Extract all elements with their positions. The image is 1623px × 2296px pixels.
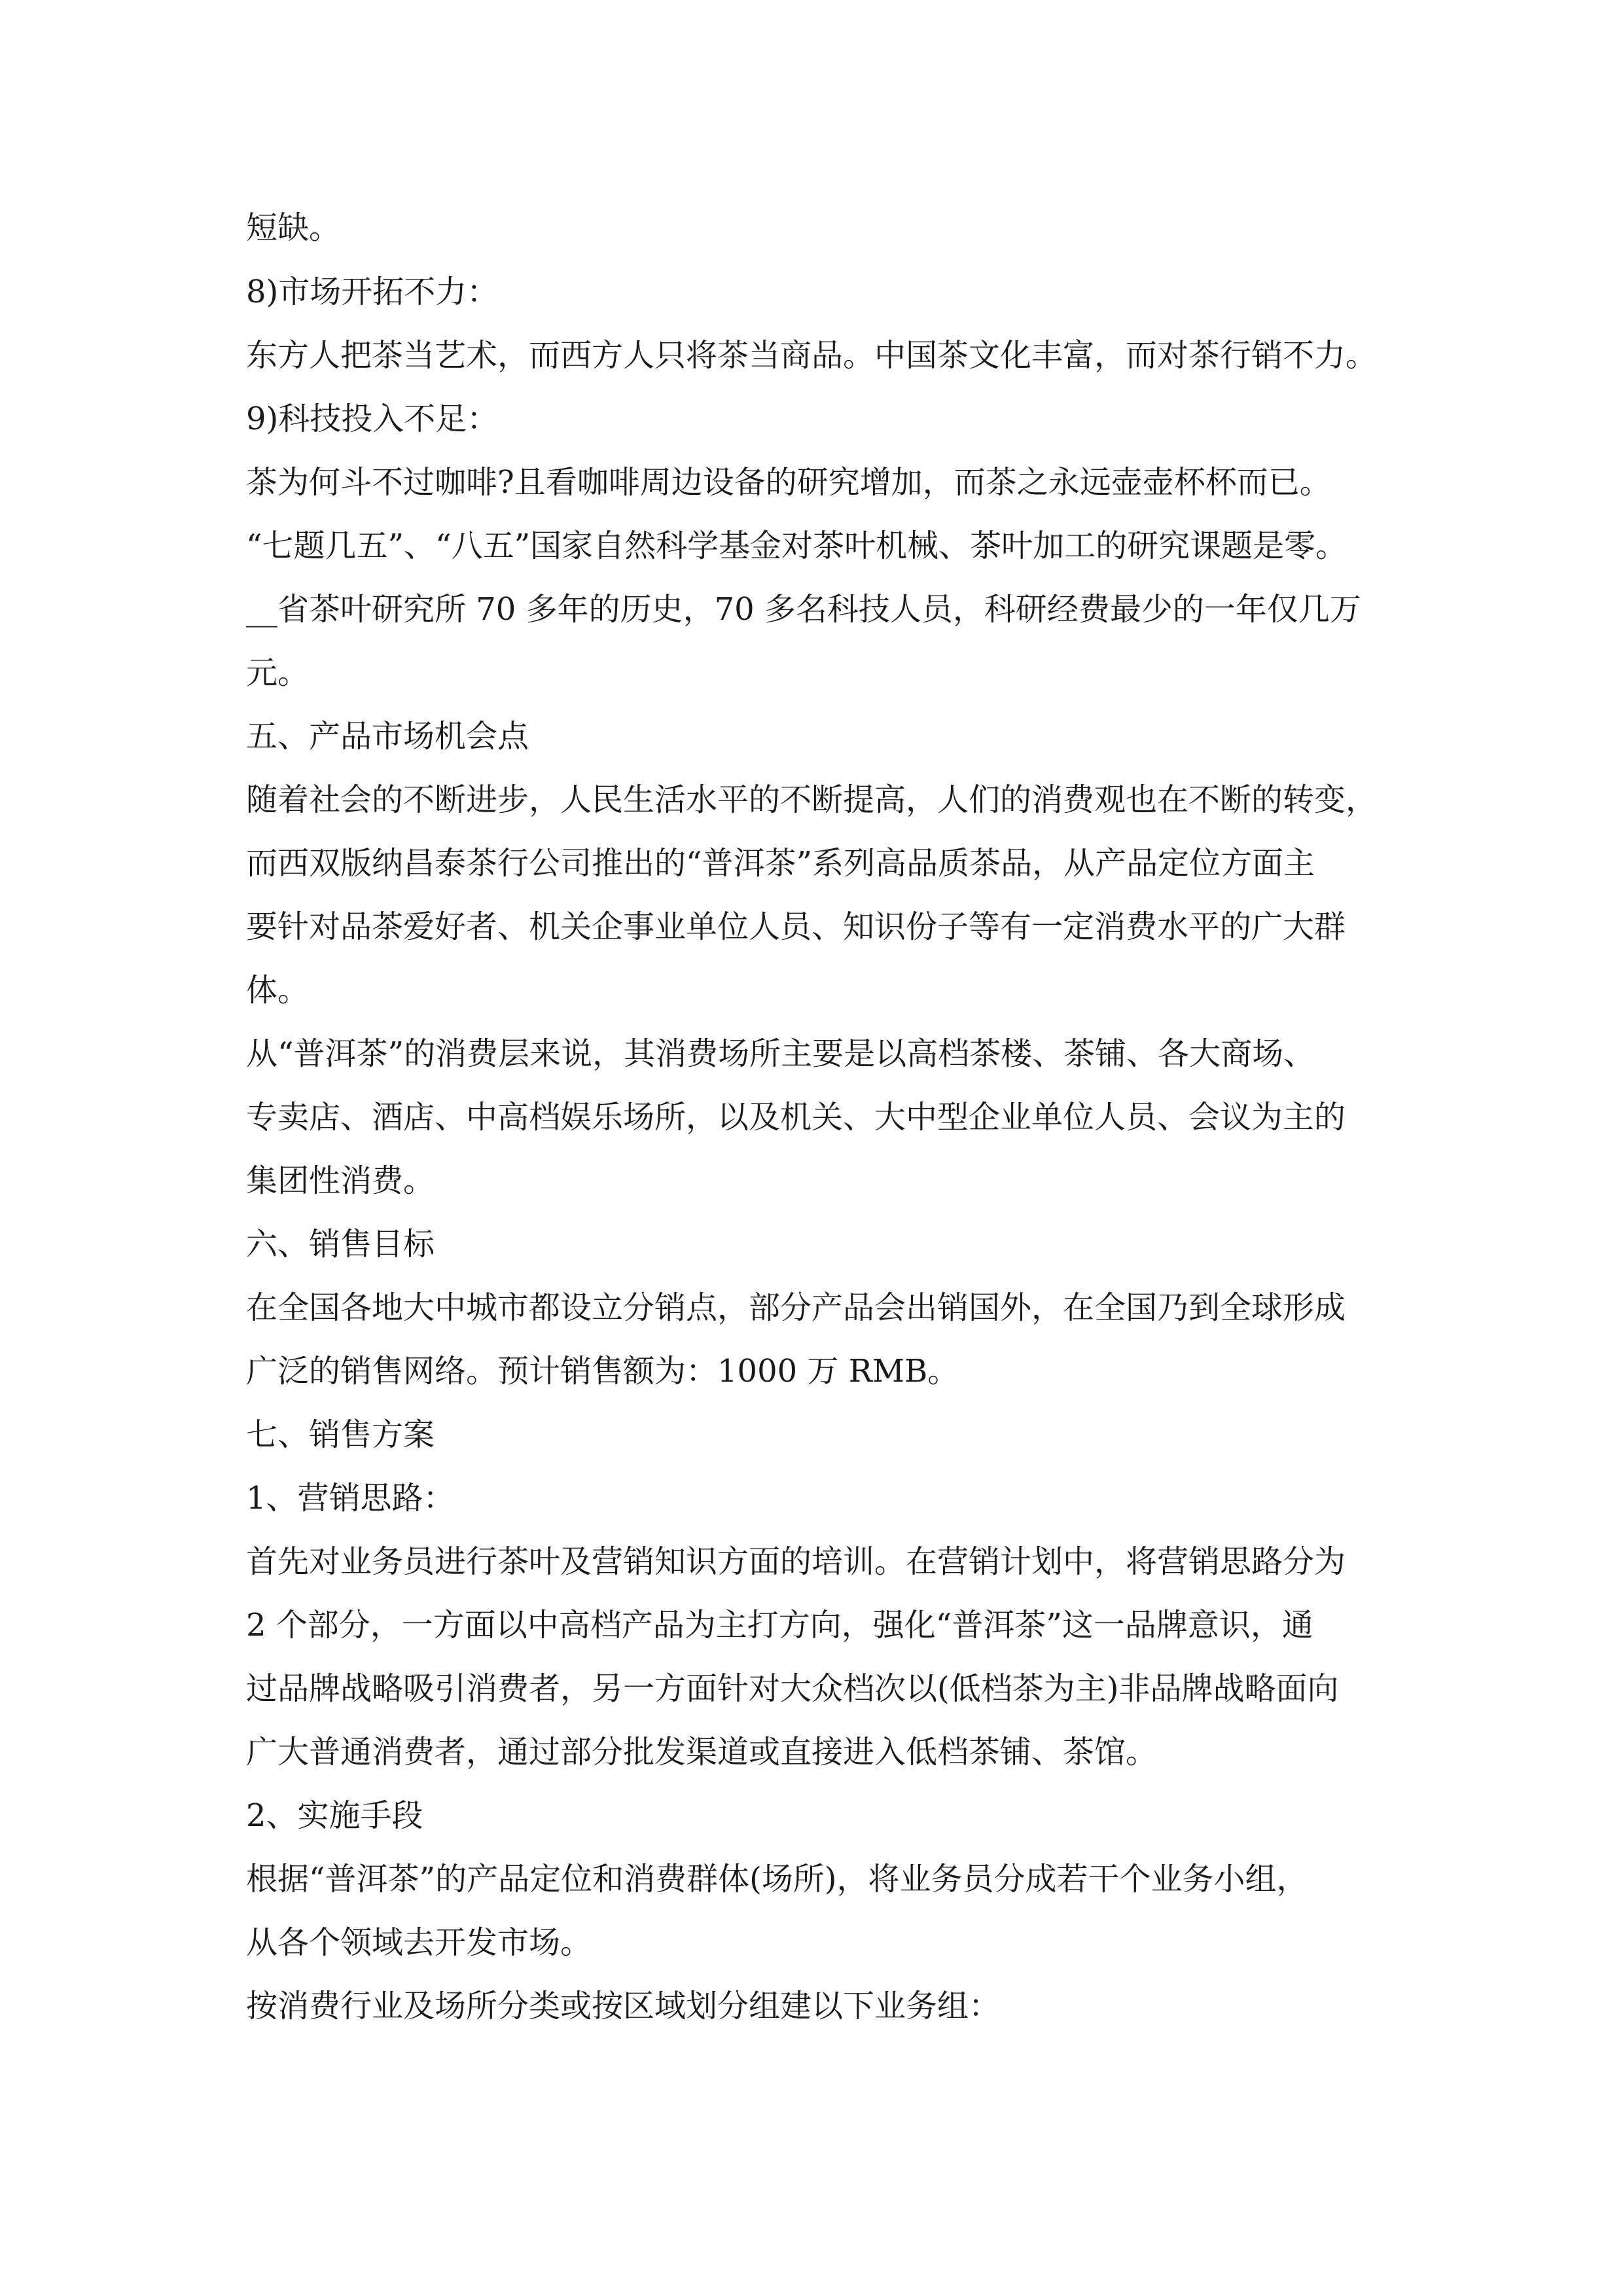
text-line: 首先对业务员进行茶叶及营销知识方面的培训。在营销计划中，将营销思路分为: [246, 1543, 1346, 1580]
text-line: 从“普洱茶”的消费层来说，其消费场所主要是以高档茶楼、茶铺、各大商场、: [246, 1035, 1315, 1072]
text-line: 过品牌战略吸引消费者，另一方面针对大众档次以(低档茶为主)非品牌战略面向: [246, 1670, 1339, 1707]
text-line: 茶为何斗不过咖啡?且看咖啡周边设备的研究增加，而茶之永远壶壶杯杯而已。: [246, 464, 1331, 501]
text-line: 体。: [246, 972, 310, 1009]
text-line: 2 个部分，一方面以中高档产品为主打方向，强化“普洱茶”这一品牌意识，通: [246, 1607, 1313, 1643]
text-line: 而西双版纳昌泰茶行公司推出的“普洱茶”系列高品质茶品，从产品定位方面主: [246, 845, 1315, 882]
text-line: 在全国各地大中城市都设立分销点，部分产品会出销国外，在全国乃到全球形成: [246, 1289, 1346, 1326]
text-line: 东方人把茶当艺术，而西方人只将茶当商品。中国茶文化丰富，而对茶行销不力。: [246, 337, 1378, 374]
text-line: 根据“普洱茶”的产品定位和消费群体(场所)，将业务员分成若干个业务小组，: [246, 1861, 1308, 1897]
text-line: 按消费行业及场所分类或按区域划分组建以下业务组：: [246, 1988, 1001, 2024]
text-line: 广大普通消费者，通过部分批发渠道或直接进入低档茶铺、茶馆。: [246, 1734, 1158, 1770]
text-line: 短缺。: [246, 209, 341, 246]
text-line: 元。: [246, 655, 310, 691]
text-line: 集团性消费。: [246, 1162, 435, 1199]
subsection-heading: 2、实施手段: [246, 1797, 423, 1834]
section-heading: 9)科技投入不足：: [246, 401, 499, 437]
section-heading: 8)市场开拓不力：: [246, 274, 499, 310]
section-heading: 五、产品市场机会点: [246, 718, 529, 755]
text-line: 随着社会的不断进步，人民生活水平的不断提高，人们的消费观也在不断的转变，: [246, 781, 1378, 818]
section-heading: 七、销售方案: [246, 1416, 435, 1453]
text-line: 广泛的销售网络。预计销售额为：1000 万 RMB。: [246, 1353, 959, 1390]
text-line: 从各个领域去开发市场。: [246, 1924, 592, 1961]
text-line: 专卖店、酒店、中高档娱乐场所，以及机关、大中型企业单位人员、会议为主的: [246, 1099, 1346, 1136]
text-line: 要针对品茶爱好者、机关企事业单位人员、知识份子等有一定消费水平的广大群: [246, 908, 1346, 945]
subsection-heading: 1、营销思路：: [246, 1480, 455, 1516]
section-heading: 六、销售目标: [246, 1226, 435, 1263]
text-line: __省茶叶研究所 70 多年的历史，70 多名科技人员，科研经费最少的一年仅几万: [246, 591, 1361, 628]
text-line: “七题几五”、“八五”国家自然科学基金对茶叶机械、茶叶加工的研究课题是零。: [246, 528, 1347, 564]
